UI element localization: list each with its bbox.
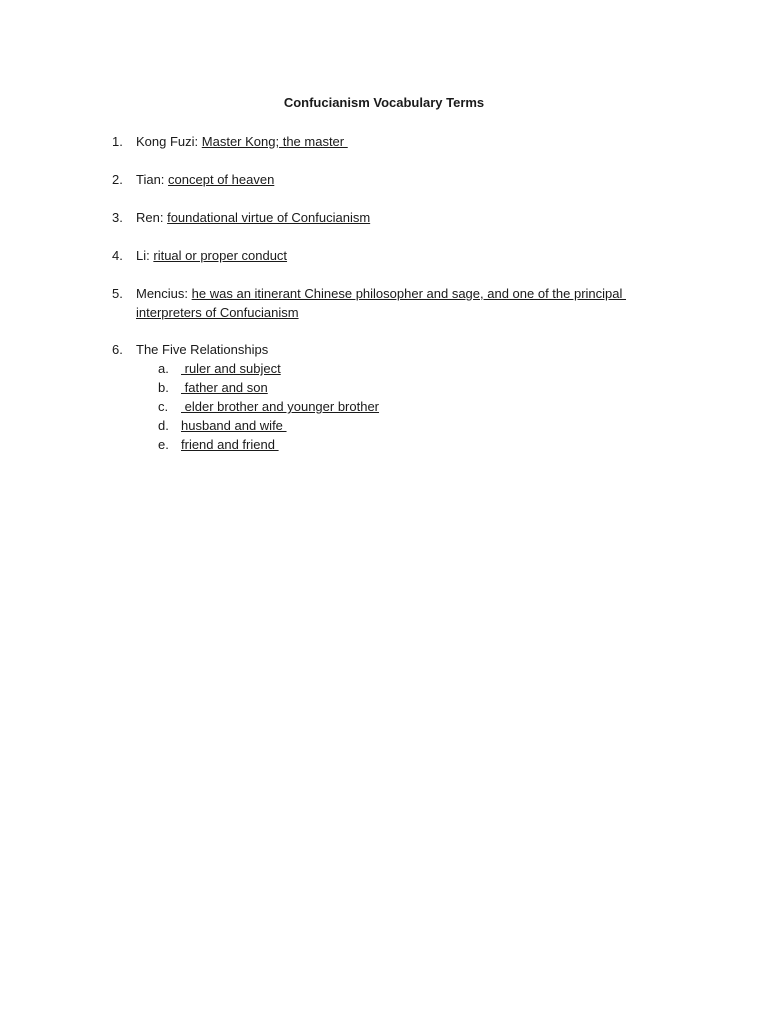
term-definition-line2: interpreters of Confucianism [136,305,299,320]
relationship-text: elder brother and younger brother [181,399,380,414]
term-label: Kong Fuzi: [136,134,199,149]
term-label: Li: [136,248,150,263]
term-number: 3. [112,210,123,225]
relationship-text: ruler and subject [181,361,281,376]
term-text [136,132,348,151]
term-number: 2. [112,172,123,187]
relationship-letter: c. [158,399,169,414]
term-definition: ritual or proper conduct [153,248,288,263]
relationship-letter: e. [158,437,169,452]
relationship-letter: d. [158,418,169,433]
term-number: 1. [112,134,123,149]
term-number: 4. [112,248,123,263]
term-text [136,284,626,303]
relationship-text: father and son [181,380,268,395]
relationship-letter: b. [158,380,169,395]
term-text [136,303,299,322]
term-label: Ren: [136,210,164,225]
term-text [136,208,370,227]
term-text [136,246,287,265]
term-number: 6. [112,342,123,357]
relationship-letter: a. [158,361,169,376]
term-definition: Master Kong; the master [201,134,348,149]
relationship-text: friend and friend [181,437,279,452]
document-title: Confucianism Vocabulary Terms [283,95,485,110]
relationship-text: husband and wife [181,418,287,433]
term-text [136,170,274,189]
term-definition-line1: he was an itinerant Chinese philosopher and sage, and one of the principal [191,286,627,301]
term-definition: foundational virtue of Confucianism [167,210,371,225]
term-definition: concept of heaven [168,172,275,187]
term-number: 5. [112,286,123,301]
term-label: Mencius: [136,286,189,301]
term-label: Tian: [136,172,165,187]
term-label: The Five Relationships [136,342,269,357]
